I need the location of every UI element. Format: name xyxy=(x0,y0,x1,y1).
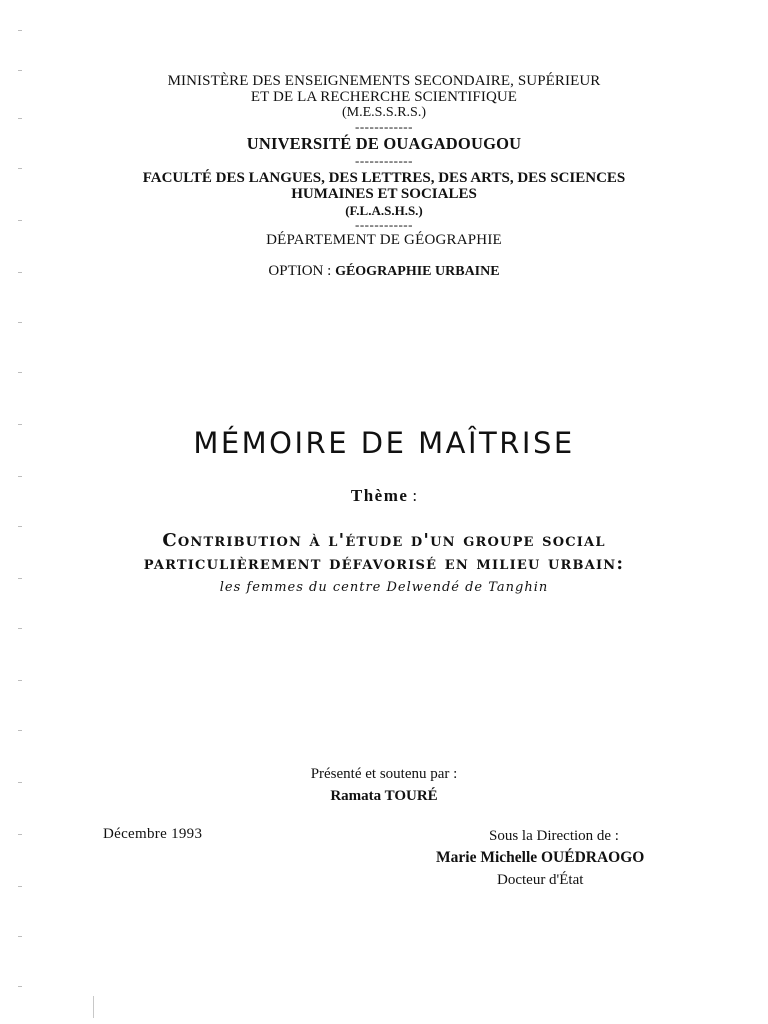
margin-tick xyxy=(18,936,22,937)
direction-label: Sous la Direction de : xyxy=(489,828,619,844)
separator: ------------ xyxy=(355,153,413,168)
margin-tick xyxy=(18,886,22,887)
author-name: Ramata TOURÉ xyxy=(330,788,438,804)
theme-line-2: particulièrement défavorisé en milieu urbain: xyxy=(143,553,625,574)
margin-tick xyxy=(18,70,22,71)
margin-tick xyxy=(18,578,22,579)
separator: ------------ xyxy=(355,217,413,232)
director-title: Docteur d'État xyxy=(497,872,584,888)
margin-tick xyxy=(18,372,22,373)
margin-tick xyxy=(18,30,22,31)
margin-tick xyxy=(18,834,22,835)
margin-tick xyxy=(18,322,22,323)
margin-tick xyxy=(18,680,22,681)
margin-tick xyxy=(18,986,22,987)
option-value: GÉOGRAPHIE URBAINE xyxy=(335,264,500,279)
submission-date: Décembre 1993 xyxy=(103,826,203,842)
theme-label: Thème xyxy=(350,486,409,505)
margin-tick xyxy=(18,424,22,425)
faculty-abbreviation: (F.L.A.S.H.S.) xyxy=(345,203,423,218)
ministry-abbreviation: (M.E.S.S.R.S.) xyxy=(341,105,427,120)
faculty-line-2: HUMAINES ET SOCIALES xyxy=(291,186,477,202)
margin-tick xyxy=(18,168,22,169)
theme-line-3: les femmes du centre Delwendé de Tanghin xyxy=(219,580,549,595)
theme-line-1: Contribution à l'étude d'un groupe social xyxy=(162,530,606,551)
presented-by-label: Présenté et soutenu par : xyxy=(310,766,458,782)
department-name: DÉPARTEMENT DE GÉOGRAPHIE xyxy=(266,232,502,248)
margin-tick xyxy=(18,526,22,527)
separator: ------------ xyxy=(355,119,413,134)
theme-heading xyxy=(0,486,768,506)
margin-tick xyxy=(18,628,22,629)
university-name: UNIVERSITÉ DE OUAGADOUGOU xyxy=(246,134,522,153)
faculty-line-1: FACULTÉ DES LANGUES, DES LETTRES, DES ARTS, DES SCIENCES xyxy=(142,170,626,186)
option-line xyxy=(0,263,768,280)
margin-line xyxy=(93,996,94,1018)
option-label: OPTION : xyxy=(268,263,332,279)
ministry-line-2: ET DE LA RECHERCHE SCIENTIFIQUE xyxy=(250,89,518,105)
document-title: MÉMOIRE DE MAÎTRISE xyxy=(193,426,575,460)
margin-tick xyxy=(18,730,22,731)
theme-colon: : xyxy=(412,486,418,505)
margin-tick xyxy=(18,476,22,477)
ministry-line-1: MINISTÈRE DES ENSEIGNEMENTS SECONDAIRE, SUPÉRIEUR xyxy=(167,73,601,89)
director-name: Marie Michelle OUÉDRAOGO xyxy=(436,849,645,866)
